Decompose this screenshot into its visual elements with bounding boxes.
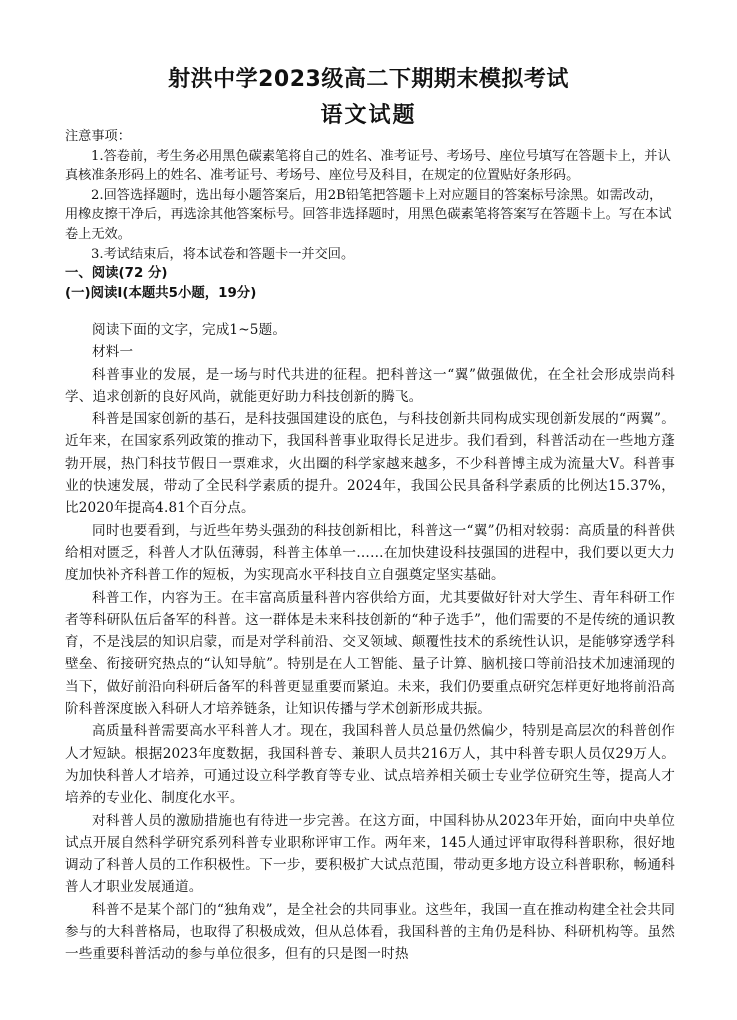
- paragraph: 科普不是某个部门的“独角戏”，是全社会的共同事业。这些年，我国一直在推动构建全社会共同参与的大科普格局，也取得了积极成效，但从总体看，我国科普的主角仍是科协、科研机构等。虽然一些重要科普活动的参与单位很多，但有的只是图一时热: [65, 901, 675, 963]
- exam-title: 射洪中学2023级高二下期期末模拟考试: [168, 67, 569, 92]
- exam-subject-title: 语文试题: [320, 103, 417, 128]
- notice-block: [65, 127, 675, 303]
- paragraph: 科普工作，内容为王。在丰富高质量科普内容供给方面，尤其要做好针对大学生、青年科研工作者等科研队伍后备军的科普。这一群体是未来科技创新的“种子选手”，他们需要的不是传统的通识教育，不是浅层的知识启蒙，而是对学科前沿、交叉领域、颠覆性技术的系统性认识，是能够穿透学科壁垒、衔接研究热点的“认知导航”。特别是在人工智能、量子计算、脑机接口等前沿技术加速涌现的当下，做好前沿向科研后备军的科普更显重要而紧迫。未来，我们仍要重点研究怎样更好地将前沿高阶科普深度嵌入科研人才培养链条，让知识传播与学术创新形成共振。: [65, 589, 675, 718]
- paragraph: 同时也要看到，与近些年势头强劲的科技创新相比，科普这一“翼”仍相对较弱：高质量的科普供给相对匮乏，科普人才队伍薄弱，科普主体单一……在加快建设科技强国的进程中，我们要以更大力度加快补齐科普工作的短板，为实现高水平科技自立自强奠定坚实基础。: [65, 522, 675, 584]
- subsection-heading: (一)阅读Ⅰ(本题共5小题，19分): [65, 285, 257, 301]
- notice-item-1: 1.答卷前，考生务必用黑色碳素笔将自己的姓名、准考证号、考场号、座位号填写在答题卡上，并认真核准条形码上的姓名、准考证号、考场号、座位号及科目，在规定的位置贴好条形码。: [65, 148, 671, 184]
- paragraph: 科普事业的发展，是一场与时代共进的征程。把科普这一“翼”做强做优，在全社会形成崇尚科学、追求创新的良好风尚，就能更好助力科技创新的腾飞。: [65, 366, 675, 405]
- paragraph: 科普是国家创新的基石，是科技强国建设的底色，与科技创新共同构成实现创新发展的“两翼”。近年来，在国家系列政策的推动下，我国科普事业取得长足进步。我们看到，科普活动在一些地方蓬勃开展，热门科技节假日一票难求，火出圈的科学家越来越多，不少科普博主成为流量大V。科普事业的快速发展，带动了全民科学素质的提升。2024年，我国公民具备科学素质的比例达15.37%，比2020年提高4.81个百分点。: [65, 411, 675, 517]
- reading-passage: [65, 319, 675, 966]
- material-label: 材料一: [92, 344, 134, 361]
- reading-instruction: 阅读下面的文字，完成1~5题。: [92, 322, 287, 338]
- notice-item-3: 3.考试结束后，将本试卷和答题卡一并交回。: [91, 246, 355, 262]
- paragraph: 对科普人员的激励措施也有待进一步完善。在这方面，中国科协从2023年开始，面向中央单位试点开展自然科学研究系列科普专业职称评审工作。两年来，145人通过评审取得科普职称，很好地调动了科普人员的工作积极性。下一步，要积极扩大试点范围，带动更多地方设立科普职称，畅通科普人才职业发展通道。: [65, 812, 675, 896]
- paragraph: 高质量科普需要高水平科普人才。现在，我国科普人员总量仍然偏少，特别是高层次的科普创作人才短缺。根据2023年度数据，我国科普专、兼职人员共216万人，其中科普专职人员仅29万人。为加快科普人才培养，可通过设立科学教育等专业、试点培养相关硕士专业学位研究生等，提高人才培养的专业化、制度化水平。: [65, 723, 675, 807]
- section-heading: 一、阅读(72 分): [65, 266, 168, 282]
- notice-item-2: 2.回答选择题时，选出每小题答案后，用2B铅笔把答题卡上对应题目的答案标号涂黑。如需改动，用橡皮擦干净后，再选涂其他答案标号。回答非选择题时，用黑色碳素笔将答案写在答题卡上。写在本试卷上无效。: [65, 187, 672, 242]
- notice-heading: 注意事项：: [65, 129, 131, 144]
